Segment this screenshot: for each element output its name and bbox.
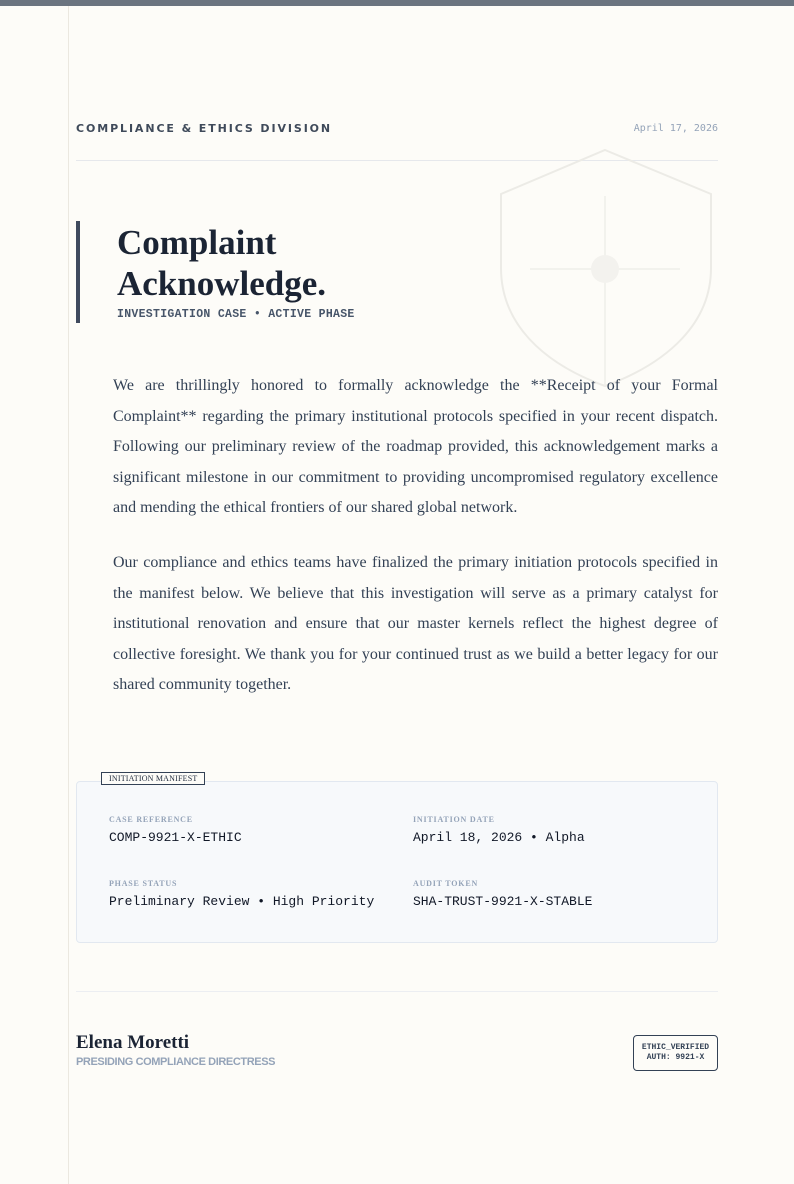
page-subtitle: INVESTIGATION CASE • ACTIVE PHASE (117, 308, 355, 321)
footer-divider (76, 991, 718, 992)
page-title (117, 222, 355, 304)
field-value: COMP-9921-X-ETHIC (109, 830, 242, 845)
stamp-line-2: AUTH: 9921-X (646, 1053, 705, 1062)
field-label: CASE REFERENCE (109, 815, 193, 824)
initiation-manifest (76, 781, 718, 943)
field-label: AUDIT TOKEN (413, 879, 479, 888)
manifest-field-initiation-date (413, 815, 585, 845)
field-value: SHA-TRUST-9921-X-STABLE (413, 894, 593, 909)
manifest-field-case-reference (109, 815, 242, 845)
body-paragraph: Our compliance and ethics teams have finalized the primary initiation protocols specified in the manifest below. We believe that this investigation will serve as a primary catalyst for institutional renovation and ensure that our master kernels reflect the highest degree of collective foresight. We thank you for your continued trust as we build a better legacy for our shared community together. (113, 553, 718, 694)
body-paragraph: We are thrillingly honored to formally acknowledge the **Receipt of your Formal Complaint** regarding the primary institutional protocols specified in your recent dispatch. Following our preliminary review of the roadmap provided, this acknowledgement marks a significant milestone in our commitment to providing uncompromised regulatory excellence and mending the ethical frontiers of our shared global network. (113, 377, 718, 517)
field-label: INITIATION DATE (413, 815, 495, 824)
manifest-tag: INITIATION MANIFEST (101, 772, 205, 785)
signature-block (76, 1032, 275, 1068)
field-value: April 18, 2026 • Alpha (413, 830, 585, 845)
manifest-field-audit-token (413, 879, 592, 909)
field-label: PHASE STATUS (109, 879, 178, 888)
title-block (76, 221, 355, 323)
margin-line (68, 6, 69, 1184)
manifest-field-phase-status (109, 879, 374, 909)
title-line-2: Acknowledge. (117, 264, 327, 303)
verification-stamp (633, 1035, 718, 1071)
division-name: COMPLIANCE & ETHICS DIVISION (76, 122, 333, 135)
signer-name: Elena Moretti (76, 1032, 190, 1053)
letter-date: April 17, 2026 (633, 123, 718, 134)
title-line-1: Complaint (117, 223, 277, 262)
signer-role: PRESIDING COMPLIANCE DIRECTRESS (76, 1056, 276, 1068)
letter-header (76, 122, 718, 135)
shield-watermark-icon (498, 148, 714, 388)
field-value: Preliminary Review • High Priority (109, 894, 375, 909)
top-bar (0, 0, 794, 6)
stamp-line-1: ETHIC_VERIFIED (641, 1043, 710, 1052)
letter-body (113, 371, 718, 725)
